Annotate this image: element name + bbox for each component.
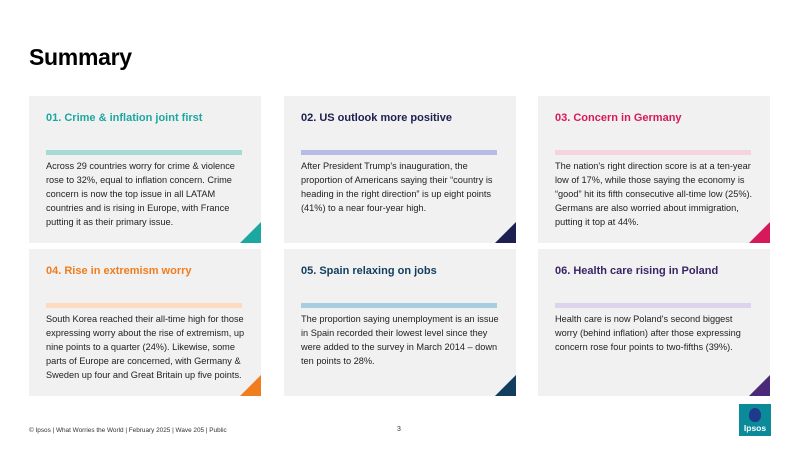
summary-card [538, 96, 770, 243]
card-heading: 01. Crime & inflation joint first [46, 112, 203, 124]
card-body-text: After President Trump's inauguration, the proportion of Americans saying their “country is heading in the right direction” is up eight points (41%) to a near four-year high. [301, 161, 493, 213]
card-heading: 04. Rise in extremism worry [46, 265, 192, 277]
ipsos-logo [739, 404, 771, 436]
card-body-text: The nation's right direction score is at a ten-year low of 17%, while those saying the economy is “good” hit its fifth consecutive all-time low (25%). Germans are also worried about immigration, putting it top at 44%. [555, 161, 753, 227]
card-body-text: Across 29 countries worry for crime & violence rose to 32%, equal to inflation concern. Crime concern is now the top issue in all LATAM countries and is rising in Europe, with France putting it as their primary issue. [46, 161, 235, 227]
card-accent-bar [46, 150, 242, 155]
corner-triangle-icon [495, 375, 516, 396]
summary-card [538, 249, 770, 396]
logo-text: Ipsos [743, 423, 767, 433]
card-body-text: South Korea reached their all-time high for those expressing worry about the rise of extremism, up nine points to a quarter (24%). Likewise, some parts of Europe are concerned, with Germany & Sweden up four and Great Britain up five points. [46, 314, 245, 380]
card-accent-bar [301, 150, 497, 155]
card-accent-bar [46, 303, 242, 308]
card-heading: 05. Spain relaxing on jobs [301, 265, 437, 277]
page-number: 3 [397, 426, 401, 433]
card-body-text: Health care is now Poland's second biggest worry (behind inflation) after those expressing concern rose four points to two-fifths (39%). [555, 314, 741, 352]
summary-card [29, 96, 261, 243]
card-heading: 06. Health care rising in Poland [555, 265, 719, 277]
page-title: Summary [29, 44, 132, 70]
card-accent-bar [301, 303, 497, 308]
card-heading: 02. US outlook more positive [301, 112, 452, 124]
corner-triangle-icon [749, 375, 770, 396]
card-accent-bar [555, 303, 751, 308]
card-body-text: The proportion saying unemployment is an issue in Spain recorded their lowest level since they were added to the survey in March 2014 – down ten points to 28%. [301, 314, 499, 366]
logo-mark-icon [749, 408, 761, 422]
summary-card [284, 249, 516, 396]
card-heading: 03. Concern in Germany [555, 112, 682, 124]
footer-text: © Ipsos | What Worries the World | February 2025 | Wave 205 | Public [29, 427, 227, 434]
summary-card [29, 249, 261, 396]
summary-card [284, 96, 516, 243]
card-accent-bar [555, 150, 751, 155]
corner-triangle-icon [495, 222, 516, 243]
